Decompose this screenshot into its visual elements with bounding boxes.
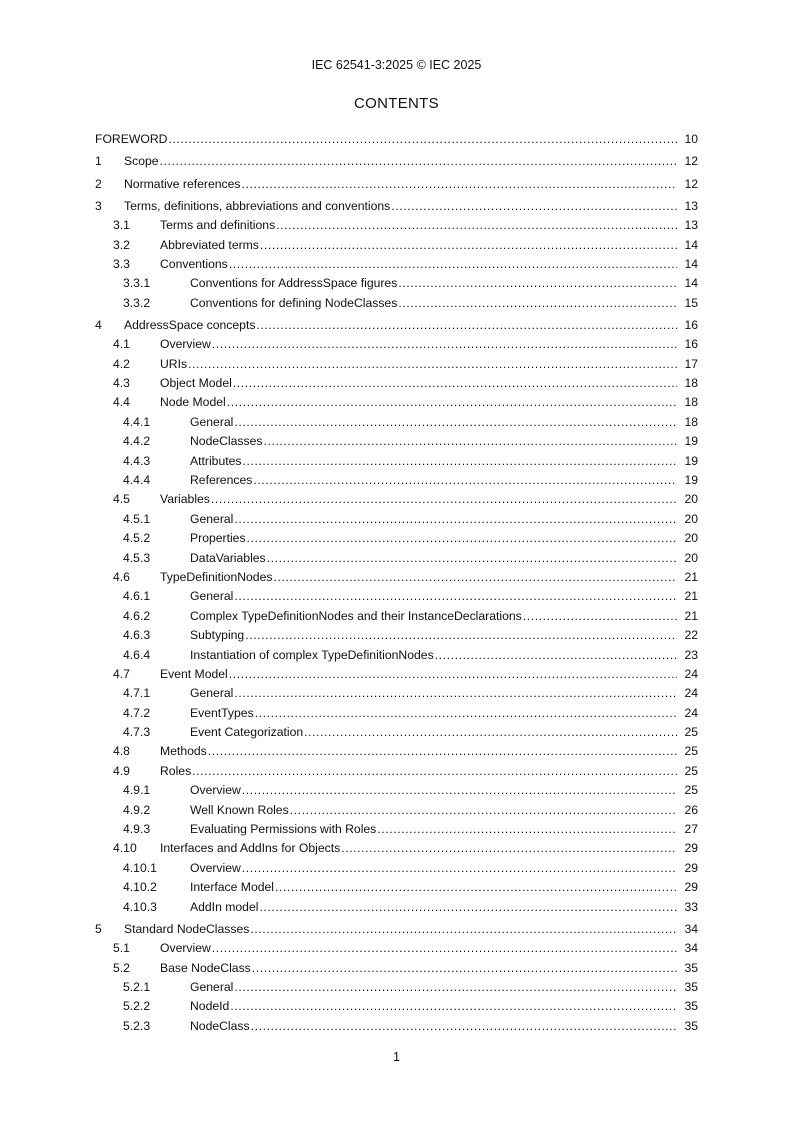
toc-entry-title: Conventions for defining NodeClasses: [190, 295, 398, 310]
toc-entry-title: Event Model: [160, 666, 228, 681]
dot-leader: [229, 667, 677, 681]
toc-entry[interactable]: [95, 168, 698, 190]
dot-leader: [234, 415, 677, 429]
toc-entry[interactable]: [95, 994, 698, 1013]
toc-entry-number: 4.9.1: [123, 783, 151, 798]
toc-entry-title: Standard NodeClasses: [124, 921, 250, 936]
dot-leader: [255, 706, 677, 720]
toc-entry-title: Overview: [160, 337, 211, 352]
toc-entry[interactable]: [95, 739, 698, 758]
dot-leader: [208, 744, 677, 758]
toc-entry[interactable]: [95, 797, 698, 816]
toc-entry-title: Methods: [160, 744, 207, 759]
dot-leader: [212, 941, 677, 955]
toc-entry[interactable]: [95, 332, 698, 351]
toc-entry[interactable]: [95, 720, 698, 739]
toc-entry-page: 21: [684, 589, 698, 604]
toc-entry[interactable]: [95, 894, 698, 913]
toc-entry[interactable]: [95, 584, 698, 603]
dot-leader: [229, 257, 677, 271]
dot-leader: [276, 218, 677, 232]
dot-leader: [377, 822, 677, 836]
toc-entry[interactable]: [95, 146, 698, 168]
toc-entry-page: 25: [684, 744, 698, 759]
toc-entry-title: Node Model: [160, 395, 226, 410]
toc-entry-number: 4.5: [113, 492, 130, 507]
toc-entry-number: 4.10.2: [123, 880, 157, 895]
toc-entry-number: 4.8: [113, 744, 130, 759]
toc-entry[interactable]: [95, 642, 698, 661]
dot-leader: [192, 764, 677, 778]
toc-entry-page: 26: [684, 802, 698, 817]
toc-entry-page: 17: [684, 356, 698, 371]
toc-entry-number: 5.2.1: [123, 979, 151, 994]
toc-entry-title: DataVariables: [190, 550, 266, 565]
toc-entry-number: 4.6.1: [123, 589, 151, 604]
toc-entry-page: 22: [684, 628, 698, 643]
dot-leader: [245, 628, 677, 642]
toc-entry-number: 4.4.3: [123, 453, 151, 468]
toc-entry-page: 14: [684, 256, 698, 271]
toc-entry-page: 21: [684, 569, 698, 584]
toc-entry[interactable]: [95, 545, 698, 564]
toc-entry-page: 19: [684, 453, 698, 468]
toc-entry-number: 4.9.3: [123, 822, 151, 837]
toc-entry-page: 25: [684, 763, 698, 778]
toc-entry[interactable]: [95, 778, 698, 797]
toc-entry-number: 4.7.2: [123, 705, 151, 720]
toc-entry-title: Overview: [190, 783, 241, 798]
toc-entry-title: General: [190, 979, 234, 994]
toc-entry-title: General: [190, 686, 234, 701]
toc-entry-number: 3.3: [113, 256, 130, 271]
toc-entry[interactable]: [95, 468, 698, 487]
toc-entry-page: 34: [684, 921, 698, 936]
toc-entry-number: 4.9: [113, 763, 130, 778]
toc-entry-page: 25: [684, 725, 698, 740]
toc-entry-title: NodeClass: [190, 1018, 250, 1033]
dot-leader: [398, 296, 677, 310]
toc-entry-title: Subtyping: [190, 628, 245, 643]
toc-entry[interactable]: [95, 371, 698, 390]
toc-entry-number: 4.9.2: [123, 802, 151, 817]
toc-entry[interactable]: [95, 271, 698, 290]
toc-entry-number: 4.4.1: [123, 414, 151, 429]
dot-leader: [234, 686, 677, 700]
toc-entry-number: 4.6.2: [123, 608, 151, 623]
toc-entry[interactable]: [95, 1013, 698, 1032]
toc-entry-page: 35: [684, 1018, 698, 1033]
toc-entry-page: 18: [684, 376, 698, 391]
toc-entry-title: Event Categorization: [190, 725, 304, 740]
toc-entry-number: 1: [95, 154, 102, 169]
toc-entry-title: AddIn model: [190, 899, 259, 914]
dot-leader: [252, 961, 677, 975]
toc-entry-page: 20: [684, 531, 698, 546]
dot-leader: [188, 357, 677, 371]
toc-entry-number: 4.7.1: [123, 686, 151, 701]
toc-entry-number: 4.6.4: [123, 647, 151, 662]
toc-entry-page: 27: [684, 822, 698, 837]
toc-entry-number: 5.2.3: [123, 1018, 151, 1033]
toc-entry-title: NodeId: [190, 999, 230, 1014]
toc-entry-page: 20: [684, 492, 698, 507]
toc-entry-page: 18: [684, 414, 698, 429]
dot-leader: [435, 648, 677, 662]
toc-entry-number: 3: [95, 198, 102, 213]
toc-entry-page: 16: [684, 337, 698, 352]
toc-entry-title: General: [190, 414, 234, 429]
toc-entry-number: 3.3.2: [123, 295, 151, 310]
toc-entry-page: 12: [684, 154, 698, 169]
dot-leader: [523, 609, 677, 623]
toc-entry-page: 25: [684, 783, 698, 798]
toc-entry[interactable]: [95, 700, 698, 719]
toc-entry-page: 12: [684, 176, 698, 191]
toc-entry-number: 4.5.1: [123, 511, 151, 526]
dot-leader: [256, 318, 677, 332]
toc-entry-title: Terms and definitions: [160, 218, 276, 233]
toc-entry[interactable]: [95, 758, 698, 777]
dot-leader: [211, 492, 677, 506]
toc-entry[interactable]: [95, 836, 698, 855]
toc-entry-number: 5.2.2: [123, 999, 151, 1014]
toc-entry-page: 18: [684, 395, 698, 410]
toc-entry-page: 13: [684, 198, 698, 213]
toc-entry[interactable]: [95, 191, 698, 213]
toc-entry[interactable]: [95, 975, 698, 994]
dot-leader: [227, 395, 677, 409]
toc-entry-title: General: [190, 511, 234, 526]
toc-entry-title: Roles: [160, 763, 192, 778]
dot-leader: [233, 376, 677, 390]
toc-entry-title: Abbreviated terms: [160, 237, 259, 252]
toc-entry-title: Overview: [190, 860, 241, 875]
toc-entry-title: Interface Model: [190, 880, 275, 895]
toc-entry-page: 20: [684, 550, 698, 565]
toc-entry[interactable]: [95, 351, 698, 370]
toc-entry-number: 3.2: [113, 237, 130, 252]
toc-entry[interactable]: [95, 955, 698, 974]
toc-entry-page: 33: [684, 899, 698, 914]
dot-leader: [304, 725, 677, 739]
toc-entry[interactable]: [95, 526, 698, 545]
dot-leader: [234, 980, 677, 994]
toc-entry[interactable]: [95, 213, 698, 232]
toc-entry[interactable]: [95, 855, 698, 874]
toc-entry-number: 4.4.2: [123, 434, 151, 449]
toc-entry-title: Conventions: [160, 256, 228, 271]
toc-entry-title: Well Known Roles: [190, 802, 289, 817]
toc-entry[interactable]: [95, 817, 698, 836]
toc-entry-number: 4.5.2: [123, 531, 151, 546]
toc-entry-page: 24: [684, 666, 698, 681]
page-number: 1: [393, 1050, 400, 1064]
toc-entry-title: Attributes: [190, 453, 242, 468]
toc-entry-title: URIs: [160, 356, 188, 371]
toc-entry-number: 5: [95, 921, 102, 936]
toc-entry[interactable]: [95, 252, 698, 271]
toc-entry[interactable]: [95, 936, 698, 955]
toc-entry-title: Evaluating Permissions with Roles: [190, 822, 377, 837]
toc-entry[interactable]: [95, 448, 698, 467]
dot-leader: [267, 551, 677, 565]
toc-entry-page: 34: [684, 941, 698, 956]
toc-entry-page: 10: [684, 132, 698, 147]
toc-entry-page: 13: [684, 218, 698, 233]
toc-entry[interactable]: [95, 290, 698, 309]
toc-entry-title: Conventions for AddressSpace figures: [190, 276, 398, 291]
toc-entry-number: 4.7: [113, 666, 130, 681]
toc-entry-page: 14: [684, 276, 698, 291]
toc-entry-title: Instantiation of complex TypeDefinitionNodes: [190, 647, 434, 662]
toc-entry[interactable]: [95, 409, 698, 428]
dot-leader: [242, 454, 677, 468]
toc-entry-page: 16: [684, 317, 698, 332]
toc-entry[interactable]: [95, 506, 698, 525]
dot-leader: [242, 177, 677, 191]
toc-entry-page: 19: [684, 434, 698, 449]
toc-entry-number: 2: [95, 176, 102, 191]
toc-entry[interactable]: [95, 487, 698, 506]
toc-entry[interactable]: [95, 914, 698, 936]
toc-entry-title: Base NodeClass: [160, 960, 251, 975]
dot-leader: [212, 337, 677, 351]
toc-entry-number: 4.6.3: [123, 628, 151, 643]
dot-leader: [290, 803, 677, 817]
toc-entry-number: 5.1: [113, 941, 130, 956]
toc-entry-page: 24: [684, 705, 698, 720]
toc-entry-title: Scope: [124, 154, 159, 169]
toc-entry-number: 4.10: [113, 841, 137, 856]
document-header: IEC 62541-3:2025 © IEC 2025: [311, 58, 482, 72]
toc-entry-title: Complex TypeDefinitionNodes and their InstanceDeclarations: [190, 608, 522, 623]
toc-entry[interactable]: [95, 310, 698, 332]
dot-leader: [230, 999, 677, 1013]
toc-entry-number: 4.1: [113, 337, 130, 352]
toc-entry-page: 19: [684, 473, 698, 488]
dot-leader: [398, 276, 677, 290]
toc-entry[interactable]: [95, 429, 698, 448]
dot-leader: [273, 570, 677, 584]
dot-leader: [253, 473, 677, 487]
toc-entry-page: 20: [684, 511, 698, 526]
dot-leader: [341, 841, 677, 855]
toc-entry[interactable]: [95, 681, 698, 700]
toc-entry-number: 4.7.3: [123, 725, 151, 740]
toc-entry-title: EventTypes: [190, 705, 254, 720]
page-title: CONTENTS: [354, 95, 439, 112]
toc-entry-number: 5.2: [113, 960, 130, 975]
toc-entry-number: 4.10.1: [123, 860, 157, 875]
toc-entry-page: 35: [684, 960, 698, 975]
toc-entry-title: Variables: [160, 492, 210, 507]
toc-entry-title: FOREWORD: [95, 132, 168, 147]
toc-entry[interactable]: [95, 875, 698, 894]
toc-entry-page: 15: [684, 295, 698, 310]
toc-entry-title: Interfaces and AddIns for Objects: [160, 841, 341, 856]
toc-entry-title: Terms, definitions, abbreviations and conventions: [124, 198, 391, 213]
dot-leader: [234, 512, 677, 526]
toc-entry[interactable]: [95, 662, 698, 681]
toc-entry-title: AddressSpace concepts: [124, 317, 256, 332]
toc-entry-page: 35: [684, 979, 698, 994]
toc-entry-title: TypeDefinitionNodes: [160, 569, 273, 584]
dot-leader: [251, 1019, 677, 1033]
toc-entry[interactable]: [95, 124, 698, 146]
toc-entry-number: 4.4.4: [123, 473, 151, 488]
toc-entry-title: Normative references: [124, 176, 241, 191]
toc-entry-title: Properties: [190, 531, 246, 546]
toc-entry-page: 29: [684, 841, 698, 856]
dot-leader: [242, 861, 677, 875]
toc-entry-title: NodeClasses: [190, 434, 263, 449]
toc-entry-title: References: [190, 473, 253, 488]
toc-entry-number: 4.2: [113, 356, 130, 371]
toc-entry-page: 29: [684, 880, 698, 895]
dot-leader: [168, 132, 677, 146]
toc-entry-title: Overview: [160, 941, 211, 956]
toc-entry-page: 29: [684, 860, 698, 875]
toc-entry-title: Object Model: [160, 376, 232, 391]
toc-entry-page: 14: [684, 237, 698, 252]
toc-entry-number: 3.1: [113, 218, 130, 233]
toc-entry-page: 24: [684, 686, 698, 701]
toc-entry-number: 4.10.3: [123, 899, 157, 914]
toc-entry[interactable]: [95, 232, 698, 251]
toc-entry-title: General: [190, 589, 234, 604]
dot-leader: [391, 199, 677, 213]
dot-leader: [259, 900, 677, 914]
toc-entry-number: 3.3.1: [123, 276, 151, 291]
toc-entry[interactable]: [95, 623, 698, 642]
toc-entry-page: 21: [684, 608, 698, 623]
dot-leader: [263, 434, 677, 448]
dot-leader: [234, 589, 677, 603]
dot-leader: [247, 531, 677, 545]
toc-entry-number: 4.4: [113, 395, 130, 410]
dot-leader: [250, 922, 677, 936]
toc-entry-number: 4.6: [113, 569, 130, 584]
dot-leader: [275, 880, 677, 894]
toc-entry-page: 23: [684, 647, 698, 662]
toc-entry-number: 4.5.3: [123, 550, 151, 565]
toc-entry-page: 35: [684, 999, 698, 1014]
toc-entry-number: 4.3: [113, 376, 130, 391]
toc-entry[interactable]: [95, 565, 698, 584]
dot-leader: [242, 783, 677, 797]
toc-entry[interactable]: [95, 603, 698, 622]
table-of-contents: [95, 124, 698, 1033]
dot-leader: [260, 238, 677, 252]
dot-leader: [160, 154, 677, 168]
toc-entry-number: 4: [95, 317, 102, 332]
toc-entry[interactable]: [95, 390, 698, 409]
